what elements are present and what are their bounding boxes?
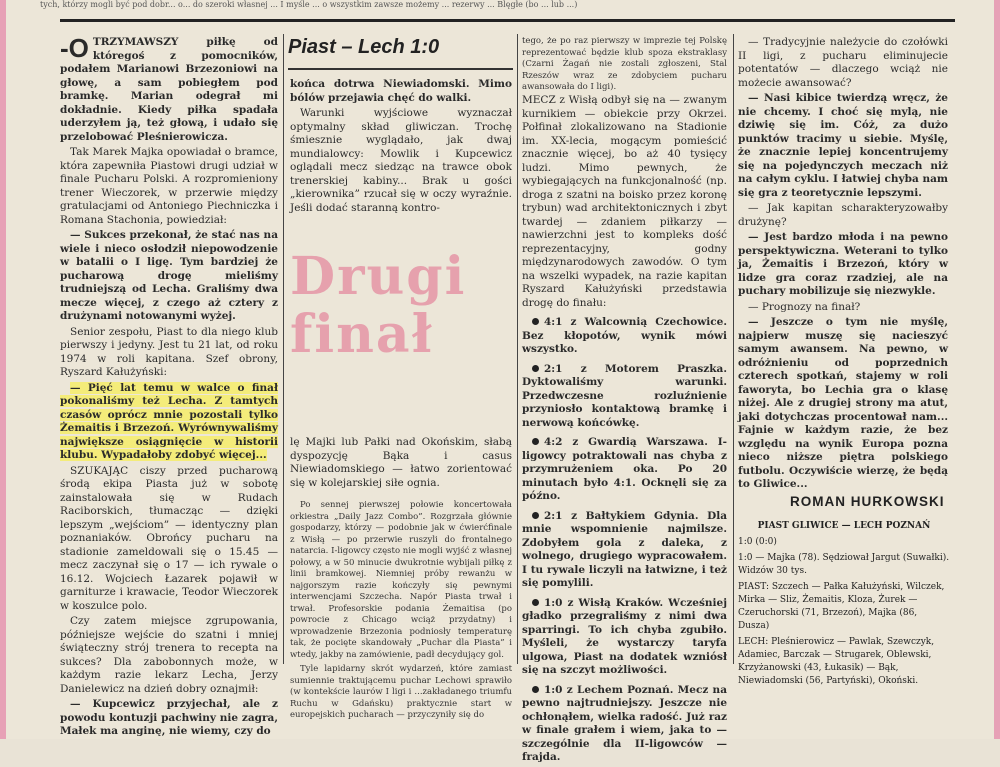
bullet-icon [532,318,539,325]
article-lead: TRZYMAWSZY piłkę od któregoś z pomocników, podałem Marianowi Brzezoniowi na głowę, a sam pobiegłem pod bramkę. Marian odegrał mi dokładnie. Kiedy piłka spadała uderzyłem ją, też głową, i udało się przelobować Pleśnierowicza. [60,36,278,143]
list-item: 1:0 z Wisłą Kraków. Wcześniej gładko przegraliśmy z nimi dwa sparringi. To ich chyba zgubiło. Myśleli, że wystarczy taryfa ulgowa, Piast na dodatek wzniósł się na szczyt możliwości. [522,596,727,676]
column-divider [283,34,284,664]
match-title: Piast – Lech 1:0 [288,36,440,58]
paragraph: lę Majki lub Pałki nad Okońskim, słabą dyspozycję Bąka i casus Niewiadomskiego — łatwo zorientować się w kolejarskiej siłe ognia. [290,436,512,489]
paragraph: tego, że po raz pierwszy w imprezie tej Polskę reprezentować będzie klub spoza ekstraklasy (Czarni Żagań nie zostali zgłoszeni, Stal Rzeszów wraz ze zdobyciem pucharu awansowała do I ligi). [522,36,727,92]
column-divider [517,34,518,664]
list-item: 2:1 z Motorem Praszka. Dyktowaliśmy warunki. Przedwczesne rozluźnienie przyniosło kontaktową bramkę i nerwową końcówkę. [522,362,727,429]
result-score: 1:0 (0:0) [738,537,777,547]
piast-lineup: PIAST: Szczech — Pałka Kałużyński, Wilczek, Mirka — Sliz, Żemaitis, Kloza, Żurek — Czeruchorski (71, Brzezoń), Majka (86, Dusza) [738,582,945,631]
paragraph: końca dotrwa Niewiadomski. Mimo bólów przejawia chęć do walki. [290,78,512,104]
list-item: 1:0 z Lechem Poznań. Mecz na pewno najtrudniejszy. Jeszcze nie ochłonąłem, wielka radość. Już raz w finale grałem i wiem, jaka to — szczególnie dla II-ligowców — frajda. [522,683,727,763]
bullet-icon [532,438,539,445]
column-1 [60,33,278,741]
quote-danielewicz: — Kupcewicz przyjechał, ale z powodu kontuzji pachwiny nie zagra, Małek ma anginę, nie wiemy, czy do [60,698,278,737]
answer: — Jest bardzo młoda i na pewno perspektywiczna. Weterani to tylko ja, Żemaitis i Brzezoń, który w lidze gra coraz rzadziej, ale na puchary mobilizuje się niezwykle. [738,231,948,297]
top-rule [60,19,955,22]
column-2-mid [290,436,512,492]
answer: — Jeszcze o tym nie myślę, najpierw muszę się nacieszyć samym awansem. Na pewno, w odróżnieniu od poprzednich czterech spotkań, stajemy w roli faworyta, bo Lechia gra o klasę niżej. Ale z drugiej strony ma atut, jaki dotychczas procentował nam... Fajnie w każdym razie, że bez względu na wynik Europa pozna nieco niższe piętra polskiego futbolu. Oczywiście wierzę, że będą to Gliwice... [738,316,948,490]
paragraph-mecz: MECZ z Wisłą odbył się na — zwanym kurnikiem — obiekcie przy Okrzei. Połfinał zlokalizowano na Stadionie im. XX-lecia, mogącym pomieścić znacznie więcej, bo aż 40 tysięcy ludzi. Mimo pewnych, że wybiegających na funkcjonalność (np. droga z szatni na boisko przez koronę trybun) wad architektonicznych i zbyt twardej — zdaniem piłkarzy — nawierzchni jest to kompleks dość reprezentacyjny, godny międzynarodowych zawodów. O tym na wszelki wypadek, na razie kapitan Ryszard Kałużyński przedstawia drogę do finału: [522,94,727,309]
column-2-top [290,78,512,217]
left-page-edge [0,0,6,739]
column-3 [522,94,727,767]
paragraph: Czy zatem miejsce zgrupowania, późniejsze wejście do szatni i mniej świąteczny strój trenera to recepta na sukces? Dla zabobonnych może, w każdym razie lekarz Lecha, Jerzy Danielewicz na dzień dobry oznajmił: [60,615,278,695]
result-line: 1:0 — Majka (78). Sędziował Jargut (Suwałki). Widzów 30 tys. [738,553,950,576]
column-3-top [522,36,727,94]
list-item: 4:1 z Walcownią Czechowice. Bez kłopotów, wynik mówi wszystko. [522,316,727,355]
lech-lineup: LECH: Pleśnierowicz — Pawlak, Szewczyk, Adamiec, Barczak — Strugarek, Oblewski, Krzyżanowski (43, Łukasik) — Bąk, Niewiadomski (56, Partyński), Okoński. [738,637,935,686]
dash-o-dropcap: -O [60,33,89,63]
question: — Jak kapitan scharakteryzowałby drużynę? [738,202,948,228]
question: — Prognozy na finał? [748,300,861,313]
bullet-icon [532,365,539,372]
headline: Drugi finał [290,246,467,365]
result-header: PIAST GLIWICE — LECH POZNAŃ [757,521,931,531]
column-divider [733,34,734,664]
section-title [288,36,513,70]
paragraph: Po sennej pierwszej połowie koncertowała orkiestra „Daily Jazz Combo”. Rozgrzała głównie gospodarzy, którzy — podobnie jak w ćwierćfinale z Wisłą — po przerwie ruszyli do frontalnego natarcia. I-ligowcy często nie mogli wyjść z własnej połowy, a w 50 minucie dwukrotnie wybijali piłkę z linii bramkowej. Niemniej próby rewanżu w najgorszym razie kończyły się pewnymi interwencjami Szczecha. Napór Piasta trwał i trwał. Profesorskie podania Żemaitisa (po powrocie z Chicago wciąż przydatny) i wprowadzenie Brzezonia podniosły temperaturę tak, że pocięte skandowały „Puchar dla Piasta” i wtedy, jakby na zamówienie, padł decydujący gol. [290,500,512,660]
match-result-box [738,520,950,691]
paragraph: Tyle lapidarny skrót wydarzeń, które zamiast sumiennie traktującemu puchar Lechowi sprawiło (w kontekście laurów I ligi i ...zakładanego triumfu Ruchu w Gdańsku) praktycznie start w europejskich pucharach — przyczyniły się do [290,664,512,720]
top-cut-text: tych, którzy mogli być pod dobr... o... do szeroki własnej ... I myśle ... o wszystkim zawsze możemy ... rezerwy ... Blęgłe (bo ... lub ...) [40,0,578,9]
author-signature: ROMAN HURKOWSKI [790,494,945,509]
column-4 [738,36,948,494]
paragraph: Senior zespołu, Piast to dla niego klub pierwszy i jedyny. Jest tu 21 lat, od roku 1974 w roli kapitana. Szef obrony, Ryszard Kałużyński: [60,325,278,378]
right-page-edge [994,0,1000,739]
paragraph: Tak Marek Majka opowiadał o bramce, która zapewniła Piastowi drugi udział w finale Pucharu Polski. A rozpromieniony trener Wieczorek, w przerwie między gratulacjami od Antoniego Piechniczka i Romana Stachonia, powiedział: [60,146,278,226]
highlighted-quote: — Pięć lat temu w walce o finał pokonaliśmy też Lecha. Z tamtych czasów oprócz mnie pozostali tylko Żemaitis i Brzezoń. Wyrównywaliśmy największe osiągnięcie w historii klubu. Wypadałoby zdobyć więcej... [60,381,278,461]
bullet-icon [532,512,539,519]
quote-wieczorek: — Sukces przekonał, że stać nas na wiele i nieco osłodził niepowodzenie w batalii o I ligę. Tym bardziej że pucharową drogę mieliśmy trudniejszą od Lecha. Graliśmy dwa mecze więcej, z czego aż cztery z drużynami notowanymi wyżej. [60,229,278,322]
list-item: 2:1 z Bałtykiem Gdynia. Dla mnie wspomnienie najmilsze. Zdobyłem gola z daleka, z wolnego, drugiego wypracowałem. I tu rywale liczyli na łatwizne, i też się pomylili. [522,509,727,589]
question: — Tradycyjnie należycie do czołówki II ligi, z pucharu eliminujecie potentatów — dlaczego wciąż nie możecie awansować? [738,36,948,89]
answer: — Nasi kibice twierdzą wręcz, że nie chcemy. I choć się mylą, nie dziwię się im. Cóż, za dużo punktów tracimy u siebie. Myślę, że znacznie lepiej koncentrujemy się na pojedynczych meczach niż na całym cyklu. I łatwiej chyba nam się gra z teoretycznie lepszymi. [738,92,948,199]
paragraph-szukajac: SZUKAJĄC ciszy przed pucharową środą ekipa Piasta już w sobotę zainstalowała się w Rudach Raciborskich, tłumacząc — dzięki lepszym „wejściom” — identyczny plan poznaniaków. Obrońcy pucharu na stadionie zameldowali się o 15.45 — mecz zaczynał się o 17 — ich rywale o 16.12. Wojciech Łazarek pojawił w garniturze i krawacie, Teodor Wieczorek w koszulce polo. [60,464,278,612]
bullet-icon [532,599,539,606]
column-2-bottom [290,500,512,722]
bullet-icon [532,686,539,693]
list-item: 4:2 z Gwardią Warszawa. I-ligowcy potraktowali nas chyba z przymrużeniem oka. Po 20 minutach było 4:1. Ocknęli się za późno. [522,436,727,502]
paragraph: Warunki wyjściowe wyznaczał optymalny skład gliwiczan. Trochę śmiesznie wyglądało, jak dwaj mundialowcy: Mowlik i Kupcewicz oglądali mecz siedząc na trawce obok trenerskiej kabiny... Brak u gości „kierownika” rzucał się w oczy wyraźnie. Jeśli dodać staranną kontro- [290,107,512,214]
